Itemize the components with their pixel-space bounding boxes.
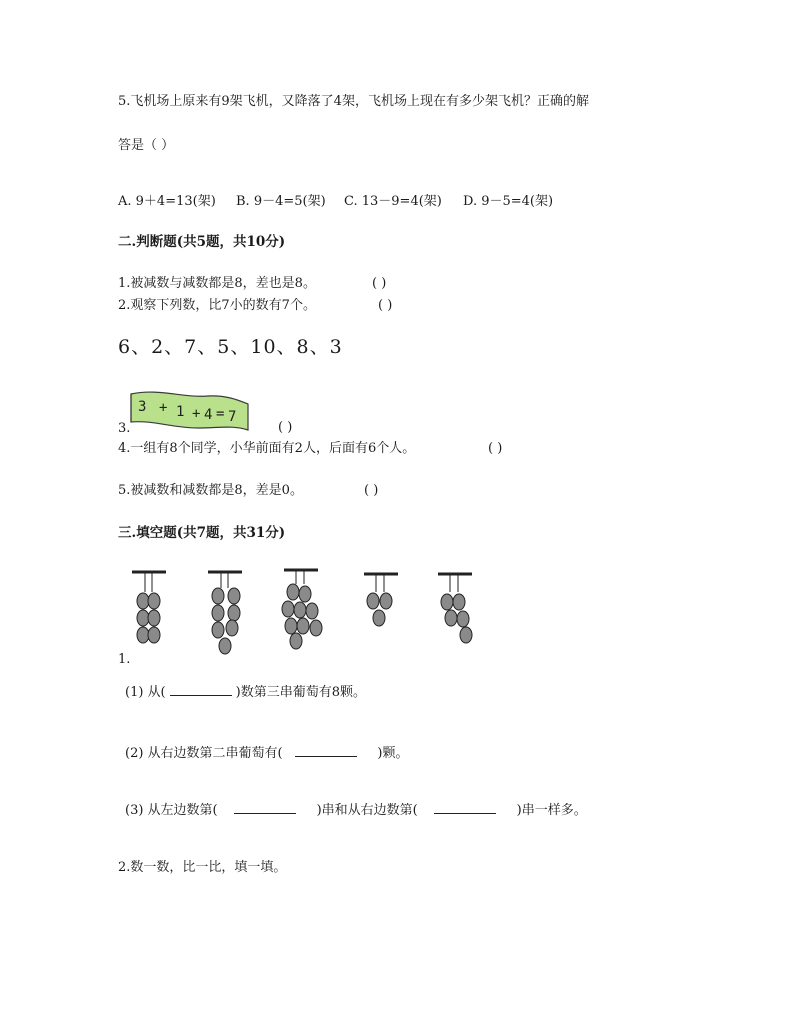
judge-q1-answer[interactable]: ( ) — [372, 276, 387, 291]
section2-title: 二.判断题(共5题，共10分) — [118, 234, 286, 250]
sub3-suffix: )串一样多。 — [516, 803, 587, 818]
judge-q3-answer[interactable]: ( ) — [278, 420, 293, 435]
number-sequence: 6、2、7、5、10、8、3 — [118, 336, 343, 358]
ribbon-d: 7 — [228, 409, 237, 425]
ribbon-plus2: + — [192, 406, 201, 422]
q5-option-b[interactable]: B. 9－4=5(架) — [236, 194, 326, 209]
q5-option-c[interactable]: C. 13－9=4(架) — [344, 194, 442, 209]
q5-line2: 答是（ ） — [118, 138, 175, 153]
judge-q2: 2.观察下列数，比7小的数有7个。 — [118, 298, 316, 313]
equation-ribbon-image — [128, 390, 252, 432]
sub3-blank-left[interactable] — [234, 802, 296, 814]
fill-q1-sub3 — [125, 802, 587, 819]
sub1-blank[interactable] — [170, 684, 232, 696]
ribbon-a: 3 — [138, 399, 147, 415]
sub1-suffix: )数第三串葡萄有8颗。 — [235, 685, 366, 700]
judge-q3-number: 3. — [118, 421, 131, 436]
judge-q1: 1.被减数与减数都是8，差也是8。 — [118, 276, 316, 291]
ribbon-plus1: + — [159, 400, 168, 416]
judge-q4: 4.一组有8个同学，小华前面有2人，后面有6个人。 — [118, 441, 416, 456]
sub1-prefix: (1) 从( — [125, 685, 166, 700]
sub3-middle: )串和从右边数第( — [316, 803, 418, 818]
ribbon-b: 1 — [176, 404, 185, 420]
judge-q5-answer[interactable]: ( ) — [364, 483, 379, 498]
sub2-prefix: (2) 从右边数第二串葡萄有( — [125, 746, 283, 761]
sub2-blank[interactable] — [295, 745, 357, 757]
sub3-prefix: (3) 从左边数第( — [125, 803, 218, 818]
section3-title: 三.填空题(共7题，共31分) — [118, 525, 286, 541]
sub3-blank-right[interactable] — [434, 802, 496, 814]
judge-q2-answer[interactable]: ( ) — [378, 298, 393, 313]
q5-option-d[interactable]: D. 9－5=4(架) — [463, 194, 554, 209]
grape-bunches-image — [128, 566, 480, 664]
fill-q1-sub1 — [125, 684, 366, 701]
ribbon-c: 4 — [204, 407, 213, 423]
judge-q5: 5.被减数和减数都是8，差是0。 — [118, 483, 303, 498]
fill-q1-sub2 — [125, 745, 409, 762]
q5-option-a[interactable]: A. 9＋4=13(架) — [118, 194, 216, 209]
judge-q4-answer[interactable]: ( ) — [488, 441, 503, 456]
fill-q2: 2.数一数，比一比，填一填。 — [118, 860, 287, 875]
sub2-suffix: )颗。 — [377, 746, 409, 761]
q5-line1: 5.飞机场上原来有9架飞机，又降落了4架，飞机场上现在有多少架飞机？正确的解 — [118, 94, 589, 109]
ribbon-eq: = — [216, 406, 225, 422]
fill-q1-number: 1. — [118, 652, 131, 667]
